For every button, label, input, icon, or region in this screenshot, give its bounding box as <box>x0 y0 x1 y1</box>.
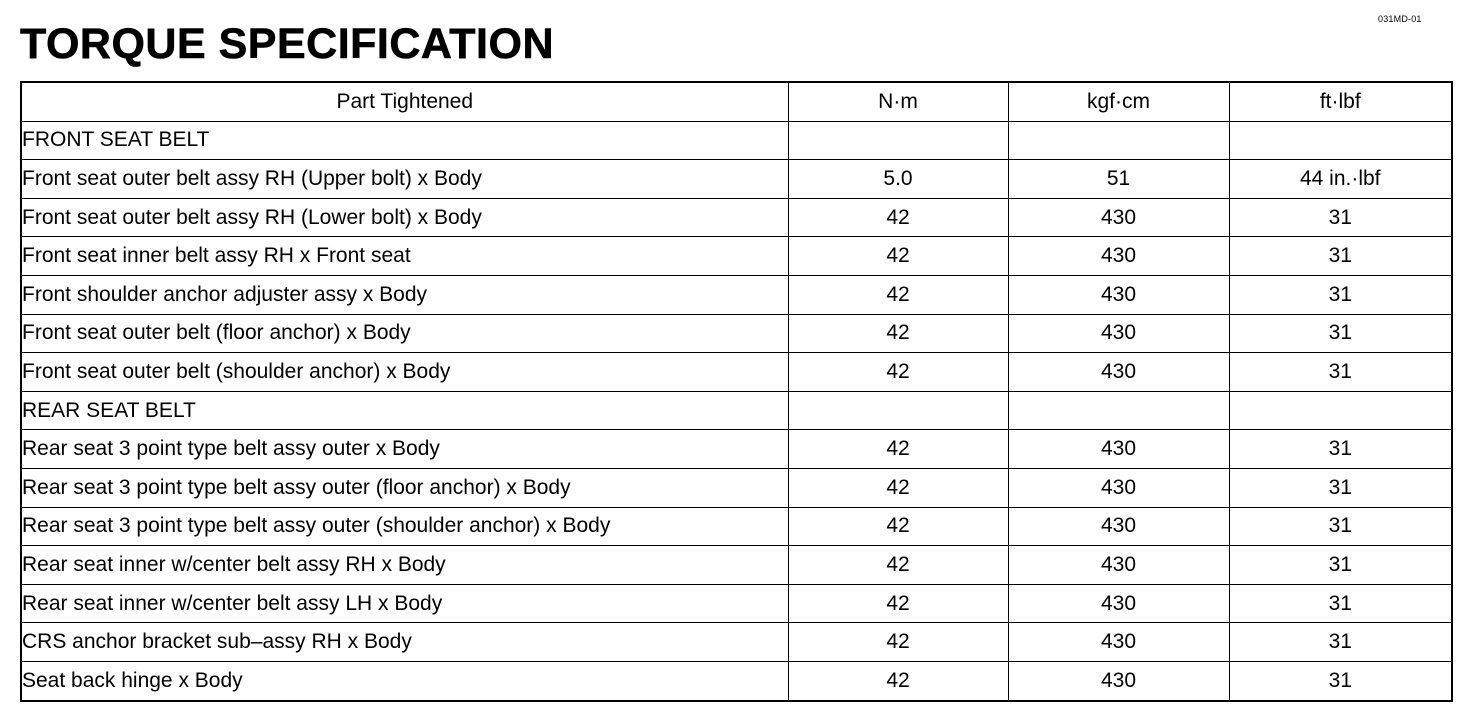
cell-ft-lbf: 31 <box>1229 623 1452 662</box>
cell-part: Front seat outer belt (floor anchor) x Body <box>21 314 788 353</box>
cell-ft-lbf: 44 in.·lbf <box>1229 160 1452 199</box>
cell-nm: 42 <box>788 430 1008 469</box>
cell-ft-lbf: 31 <box>1229 507 1452 546</box>
torque-spec-table <box>20 81 1453 702</box>
cell-kgf-cm <box>1008 121 1229 160</box>
cell-nm: 42 <box>788 275 1008 314</box>
document-code: 031MD-01 <box>1378 14 1422 24</box>
section-label: REAR SEAT BELT <box>21 391 788 430</box>
page-title: TORQUE SPECIFICATION <box>20 20 554 68</box>
cell-kgf-cm: 430 <box>1008 237 1229 276</box>
cell-kgf-cm <box>1008 391 1229 430</box>
table-row <box>21 584 1452 623</box>
table-row <box>21 546 1452 585</box>
cell-nm: 42 <box>788 623 1008 662</box>
cell-part: Seat back hinge x Body <box>21 661 788 700</box>
table-row <box>21 661 1452 700</box>
header-kgf-cm: kgf·cm <box>1008 82 1229 121</box>
cell-nm: 42 <box>788 546 1008 585</box>
cell-kgf-cm: 430 <box>1008 353 1229 392</box>
cell-kgf-cm: 430 <box>1008 314 1229 353</box>
cell-ft-lbf: 31 <box>1229 275 1452 314</box>
cell-kgf-cm: 430 <box>1008 623 1229 662</box>
cell-ft-lbf: 31 <box>1229 353 1452 392</box>
table-row <box>21 353 1452 392</box>
cell-ft-lbf: 31 <box>1229 661 1452 700</box>
cell-nm: 42 <box>788 661 1008 700</box>
header-nm: N·m <box>788 82 1008 121</box>
cell-nm: 42 <box>788 584 1008 623</box>
header-ft-lbf: ft·lbf <box>1229 82 1452 121</box>
table-row <box>21 198 1452 237</box>
cell-kgf-cm: 430 <box>1008 584 1229 623</box>
cell-ft-lbf: 31 <box>1229 584 1452 623</box>
cell-part: Rear seat inner w/center belt assy RH x Body <box>21 546 788 585</box>
cell-nm <box>788 391 1008 430</box>
cell-ft-lbf: 31 <box>1229 430 1452 469</box>
cell-nm <box>788 121 1008 160</box>
cell-part: Front seat outer belt assy RH (Upper bolt) x Body <box>21 160 788 199</box>
cell-part: Front seat inner belt assy RH x Front seat <box>21 237 788 276</box>
cell-part: Rear seat inner w/center belt assy LH x Body <box>21 584 788 623</box>
table-row <box>21 468 1452 507</box>
cell-nm: 42 <box>788 507 1008 546</box>
cell-nm: 42 <box>788 468 1008 507</box>
cell-nm: 42 <box>788 237 1008 276</box>
cell-nm: 42 <box>788 314 1008 353</box>
section-label: FRONT SEAT BELT <box>21 121 788 160</box>
cell-nm: 42 <box>788 353 1008 392</box>
cell-nm: 42 <box>788 198 1008 237</box>
cell-kgf-cm: 430 <box>1008 275 1229 314</box>
cell-part: CRS anchor bracket sub–assy RH x Body <box>21 623 788 662</box>
table-row <box>21 430 1452 469</box>
cell-kgf-cm: 51 <box>1008 160 1229 199</box>
cell-part: Rear seat 3 point type belt assy outer (shoulder anchor) x Body <box>21 507 788 546</box>
table-row <box>21 275 1452 314</box>
cell-ft-lbf <box>1229 121 1452 160</box>
cell-part: Front seat outer belt (shoulder anchor) x Body <box>21 353 788 392</box>
cell-kgf-cm: 430 <box>1008 468 1229 507</box>
table-row <box>21 237 1452 276</box>
table-row <box>21 314 1452 353</box>
table-row <box>21 507 1452 546</box>
cell-part: Rear seat 3 point type belt assy outer x Body <box>21 430 788 469</box>
cell-nm: 5.0 <box>788 160 1008 199</box>
cell-kgf-cm: 430 <box>1008 507 1229 546</box>
cell-kgf-cm: 430 <box>1008 661 1229 700</box>
cell-ft-lbf: 31 <box>1229 198 1452 237</box>
cell-ft-lbf: 31 <box>1229 546 1452 585</box>
cell-part: Rear seat 3 point type belt assy outer (floor anchor) x Body <box>21 468 788 507</box>
cell-ft-lbf: 31 <box>1229 314 1452 353</box>
section-row <box>21 391 1452 430</box>
cell-kgf-cm: 430 <box>1008 198 1229 237</box>
cell-part: Front seat outer belt assy RH (Lower bolt) x Body <box>21 198 788 237</box>
table-row <box>21 623 1452 662</box>
section-row <box>21 121 1452 160</box>
cell-ft-lbf: 31 <box>1229 468 1452 507</box>
cell-ft-lbf <box>1229 391 1452 430</box>
cell-part: Front shoulder anchor adjuster assy x Body <box>21 275 788 314</box>
cell-ft-lbf: 31 <box>1229 237 1452 276</box>
table-row <box>21 160 1452 199</box>
header-row <box>21 82 1452 121</box>
cell-kgf-cm: 430 <box>1008 546 1229 585</box>
cell-kgf-cm: 430 <box>1008 430 1229 469</box>
header-part-tightened: Part Tightened <box>21 82 788 121</box>
